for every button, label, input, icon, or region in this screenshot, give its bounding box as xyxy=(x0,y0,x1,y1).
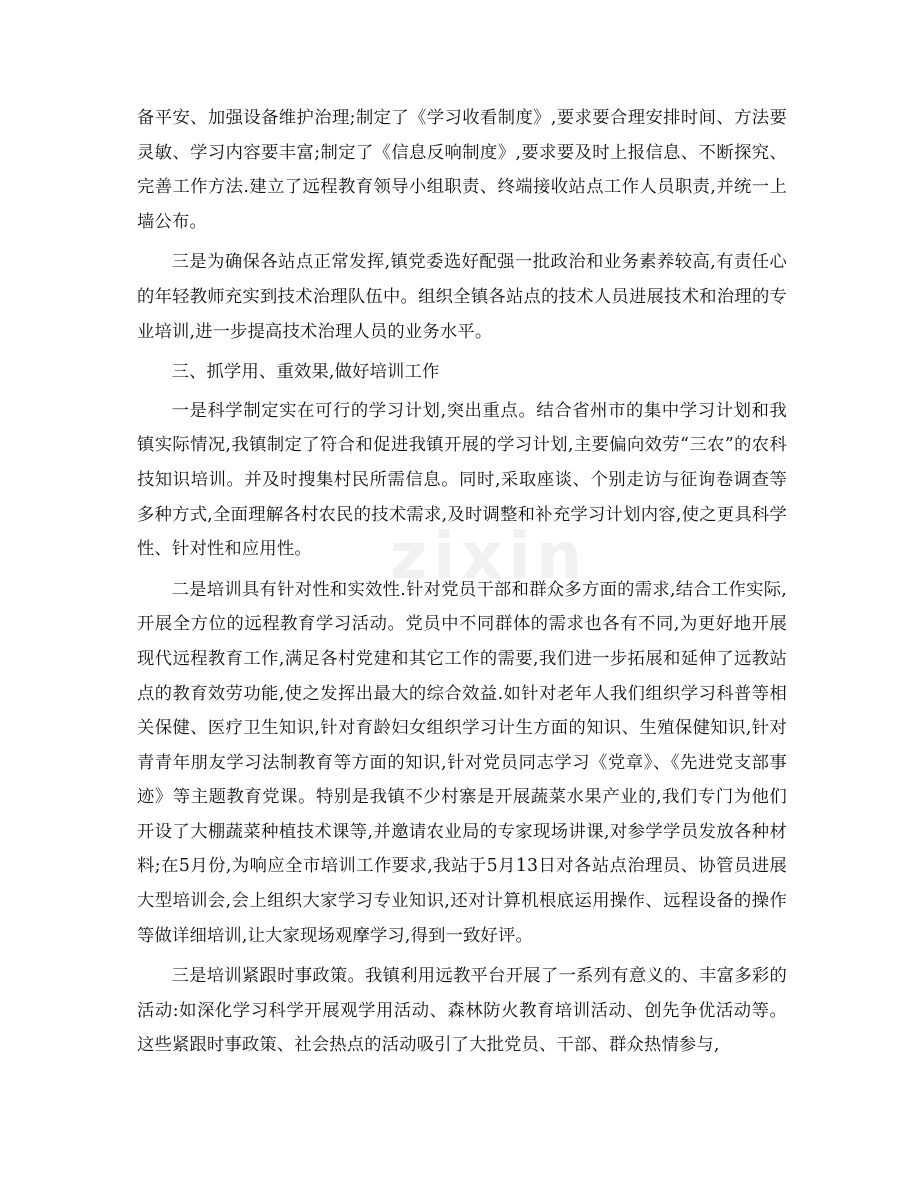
paragraph-targeted-training: 二是培训具有针对性和实效性.针对党员干部和群众多方面的需求,结合工作实际,开展全方位的远程教育学习活动。党员中不同群体的需求也各有不同,为更好地开展现代远程教育工作,满足各村党建和其它工作的需要,我们进一步拓展和延伸了远教站点的教育效劳功能,使之发挥出最大的综合效益.如针对老年人我们组织学习科普等相关保健、医疗卫生知识,针对育龄妇女组织学习计生方面的知识、生殖保健知识,针对青青年朋友学习法制教育等方面的知识,针对党员同志学习《党章》、《先进党支部事迹》等主题教育党课。特别是我镇不少村寨是开展蔬菜水果产业的,我们专门为他们开设了大棚蔬菜种植技术课等,并邀请农业局的专家现场讲课,对参学学员发放各种材料;在5月份,为响应全市培训工作要求,我站于5月13日对各站点治理员、协管员进展大型培训会,会上组织大家学习专业知识,还对计算机根底运用操作、远程设备的操作等做详细培训,让大家现场观摩学习,得到一致好评。 xyxy=(137,579,787,946)
section-heading-training: 三、抓学用、重效果,做好培训工作 xyxy=(171,362,440,383)
watermark-logo: zixin xyxy=(390,520,588,594)
paragraph-study-plan: 一是科学制定实在可行的学习计划,突出重点。结合省州市的集中学习计划和我镇实际情况,我镇制定了符合和促进我镇开展的学习计划,主要偏向效劳“三农”的农科技知识培训。并及时搜集村民所需信息。同时,采取座谈、个别走访与征询卷调查等多种方式,全面理解各村农民的技术需求,及时调整和补充学习计划内容,使之更具科学性、针对性和应用性。 xyxy=(137,400,787,560)
paragraph-technical-team: 三是为确保各站点正常发挥,镇党委选好配强一批政治和业务素养较高,有责任心的年轻教师充实到技术治理队伍中。组织全镇各站点的技术人员进展技术和治理的专业培训,进一步提高技术治理人员的业务水平。 xyxy=(137,252,787,342)
paragraph-continuation: 备平安、加强设备维护治理;制定了《学习收看制度》,要求要合理安排时间、方法要灵敏、学习内容要丰富;制定了《信息反响制度》,要求要及时上报信息、不断探究、完善工作方法.建立了远程教育领导小组职责、终端接收站点工作人员职责,并统一上墙公布。 xyxy=(137,108,787,232)
paragraph-current-policy: 三是培训紧跟时事政策。我镇利用远教平台开展了一系列有意义的、丰富多彩的活动:如深化学习科学开展观学用活动、森林防火教育培训活动、创先争优活动等。这些紧跟时事政策、社会热点的活动吸引了大批党员、干部、群众热情参与, xyxy=(137,966,787,1056)
document-body xyxy=(137,101,787,1069)
